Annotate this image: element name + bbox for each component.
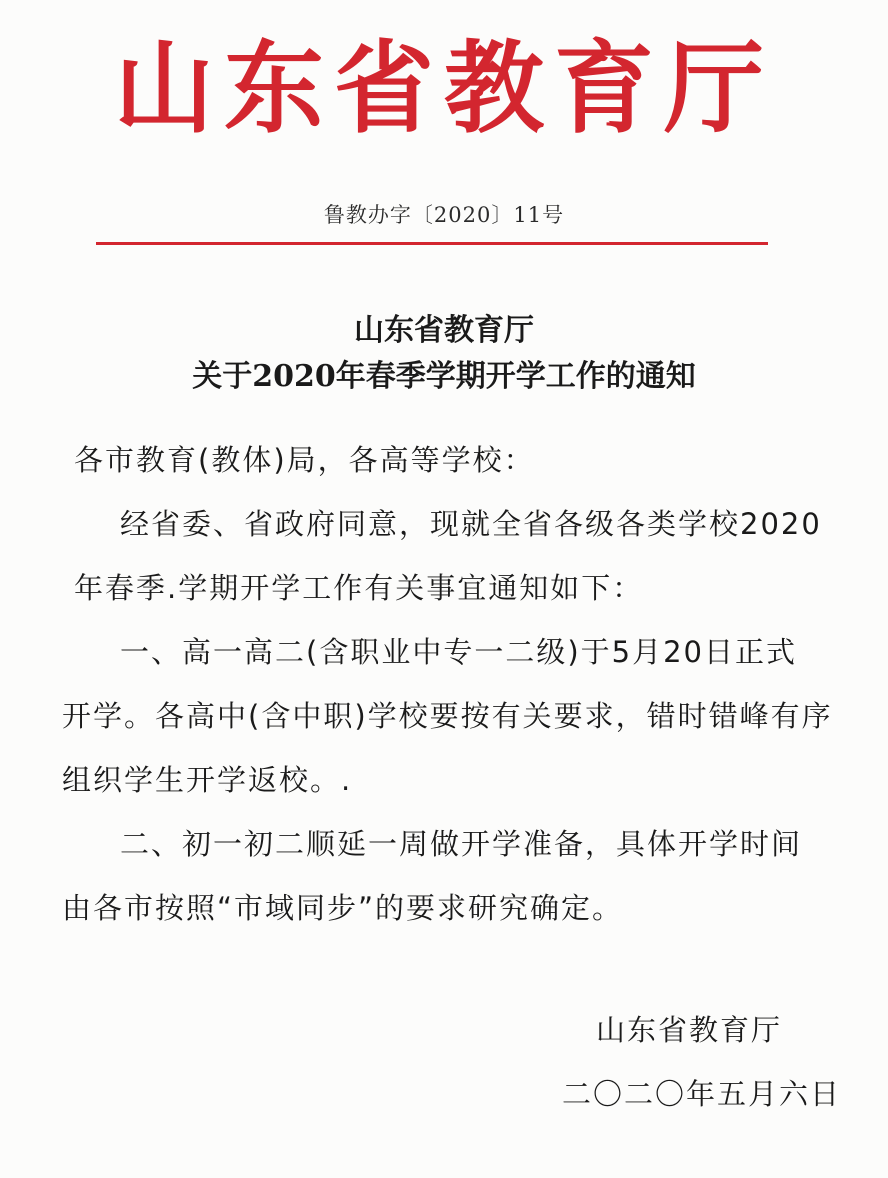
notice-title-issuer: 山东省教育厅 xyxy=(354,313,534,348)
item-1-line-2: 开学。各高中(含中职)学校要按有关要求，错时错峰有序 xyxy=(62,699,833,733)
item-1-line-1: 一、高一高二(含职业中专一二级)于5月20日正式 xyxy=(120,635,797,669)
intro-line-1: 经省委、省政府同意，现就全省各级各类学校2020 xyxy=(120,507,822,541)
notice-title-subject: 关于2020年春季学期开学工作的通知 xyxy=(192,359,696,394)
signature-date: 二〇二〇年五月六日 xyxy=(562,1077,842,1111)
item-2-line-1: 二、初一初二顺延一周做开学准备，具体开学时间 xyxy=(120,827,803,861)
item-1-line-3: 组织学生开学返校。. xyxy=(62,763,353,797)
salutation: 各市教育(教体)局，各高等学校： xyxy=(74,443,535,477)
intro-line-2: 年春季.学期开学工作有关事宜通知如下： xyxy=(74,571,644,605)
item-2-line-2: 由各市按照“市域同步”的要求研究确定。 xyxy=(62,891,624,925)
document-number: 鲁教办字〔2020〕11号 xyxy=(323,203,565,227)
letterhead-org-name: 山东省教育厅 xyxy=(114,29,774,147)
signature-org: 山东省教育厅 xyxy=(596,1013,783,1047)
letterhead-red-rule xyxy=(96,242,768,245)
